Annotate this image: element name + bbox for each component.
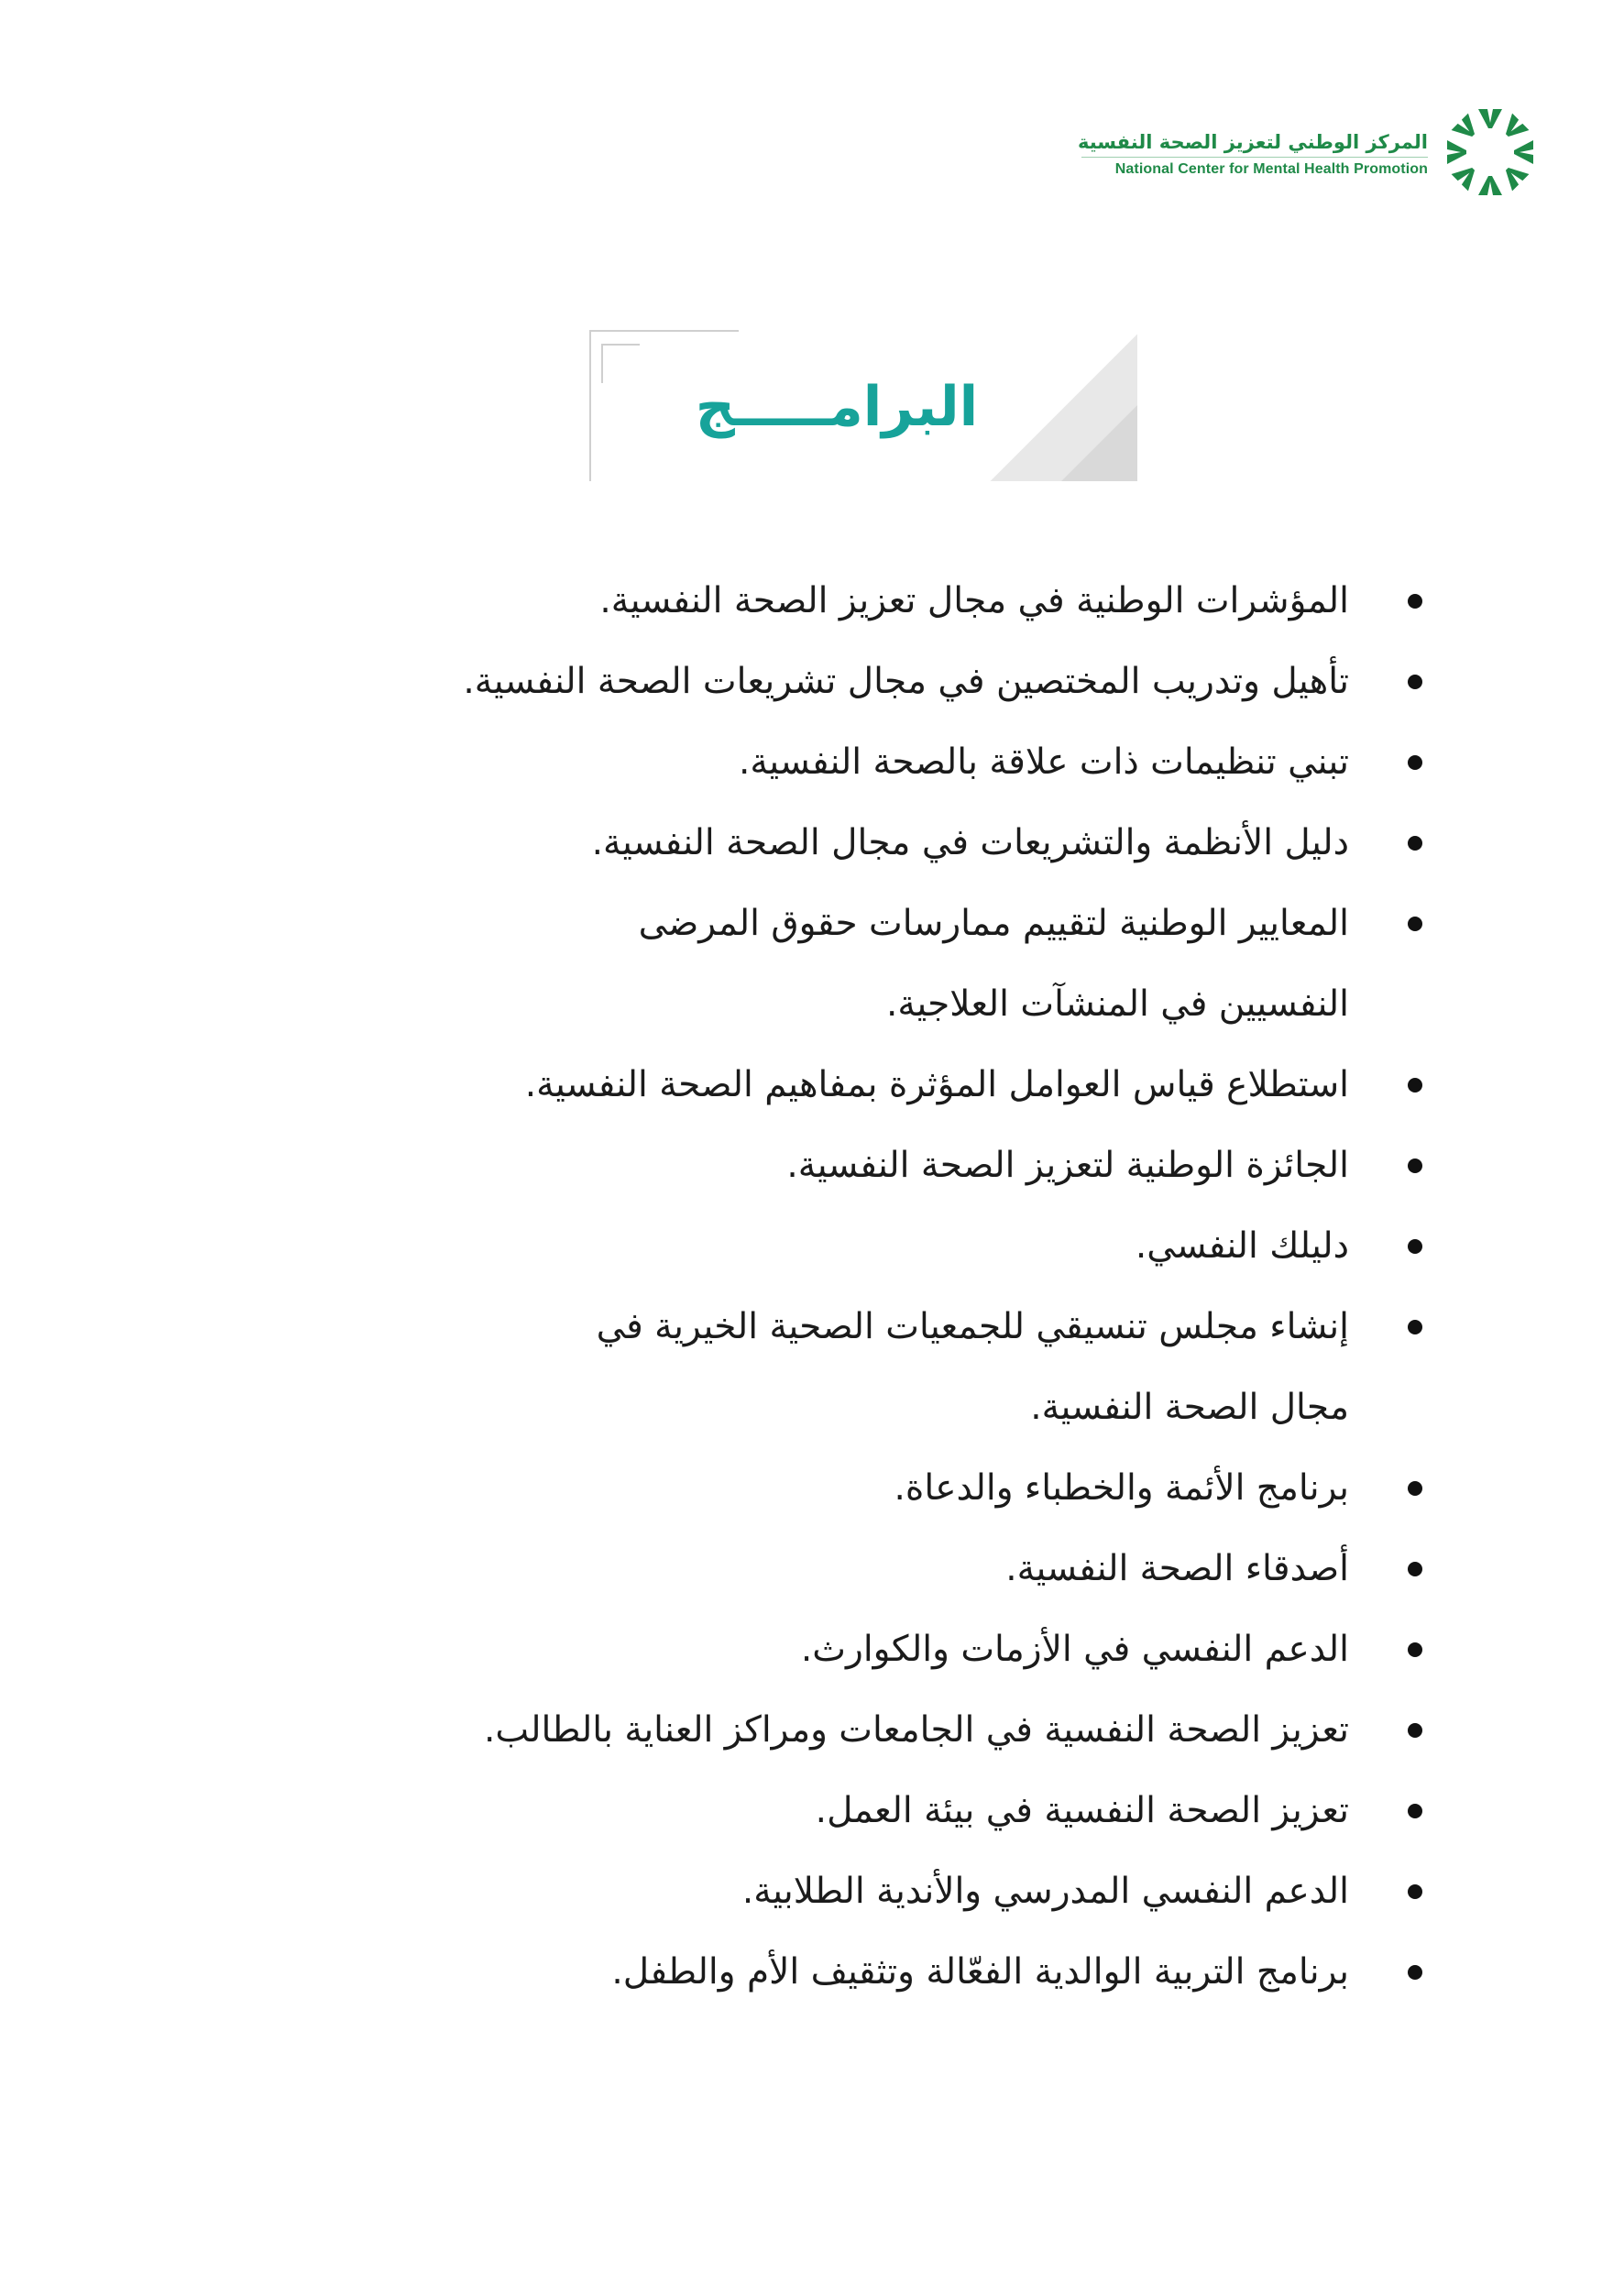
- list-item: [220, 1448, 1430, 1529]
- title-frame: [589, 330, 1144, 484]
- program-text: دليل الأنظمة والتشريعات في مجال الصحة النفسية.: [591, 822, 1349, 863]
- program-list: [220, 561, 1430, 2013]
- list-item: [220, 561, 1430, 642]
- program-text: أصدقاء الصحة النفسية.: [1005, 1548, 1349, 1589]
- program-text: المؤشرات الوطنية في مجال تعزيز الصحة النفسية.: [599, 580, 1349, 621]
- program-text: تعزيز الصحة النفسية في بيئة العمل.: [815, 1790, 1349, 1831]
- program-text: برنامج الأئمة والخطباء والدعاة.: [894, 1467, 1349, 1509]
- bullet-icon: [1408, 836, 1422, 851]
- program-text: المعايير الوطنية لتقييم ممارسات حقوق المرضى النفسيين في المنشآت العلاجية.: [638, 903, 1349, 1025]
- program-text: الدعم النفسي المدرسي والأندية الطلابية.: [741, 1871, 1349, 1912]
- bullet-icon: [1408, 1723, 1422, 1738]
- organization-name-english: National Center for Mental Health Promotion: [1114, 161, 1428, 177]
- program-text: الدعم النفسي في الأزمات والكوارث.: [800, 1629, 1349, 1670]
- bullet-icon: [1408, 1158, 1422, 1173]
- list-item: [220, 1851, 1430, 1932]
- bullet-icon: [1408, 594, 1422, 609]
- bullet-icon: [1408, 1320, 1422, 1334]
- bullet-icon: [1408, 1239, 1422, 1254]
- list-item: [220, 1206, 1430, 1287]
- program-text: دليلك النفسي.: [1135, 1225, 1349, 1267]
- logo-divider: [1081, 157, 1428, 158]
- program-text: تعزيز الصحة النفسية في الجامعات ومراكز العناية بالطالب.: [483, 1709, 1349, 1751]
- list-item: [220, 1771, 1430, 1851]
- program-text: تبني تنظيمات ذات علاقة بالصحة النفسية.: [738, 741, 1349, 783]
- star-burst-logo-icon: [1441, 103, 1540, 202]
- list-item: [220, 1609, 1430, 1690]
- list-item: [220, 1690, 1430, 1771]
- list-item: [220, 884, 1430, 1045]
- organization-name: [1077, 128, 1428, 181]
- bullet-icon: [1408, 1965, 1422, 1980]
- bullet-icon: [1408, 675, 1422, 689]
- page-title: البرامـــــج: [695, 375, 979, 439]
- bullet-icon: [1408, 1562, 1422, 1576]
- list-item: [220, 1932, 1430, 2013]
- list-item: [220, 1126, 1430, 1206]
- list-item: [220, 722, 1430, 803]
- organization-logo: [1077, 103, 1540, 213]
- bullet-icon: [1408, 1078, 1422, 1093]
- list-item: [220, 1287, 1430, 1448]
- program-text: استطلاع قياس العوامل المؤثرة بمفاهيم الصحة النفسية.: [524, 1064, 1349, 1105]
- bullet-icon: [1408, 1642, 1422, 1657]
- program-text: إنشاء مجلس تنسيقي للجمعيات الصحية الخيرية في مجال الصحة النفسية.: [596, 1306, 1349, 1428]
- list-item: [220, 803, 1430, 884]
- list-item: [220, 642, 1430, 722]
- program-text: برنامج التربية الوالدية الفعّالة وتثقيف الأم والطفل.: [611, 1951, 1349, 1993]
- program-text: الجائزة الوطنية لتعزيز الصحة النفسية.: [786, 1145, 1349, 1186]
- list-item: [220, 1045, 1430, 1126]
- bullet-icon: [1408, 1481, 1422, 1496]
- program-text: تأهيل وتدريب المختصين في مجال تشريعات الصحة النفسية.: [463, 661, 1349, 702]
- bullet-icon: [1408, 917, 1422, 931]
- bullet-icon: [1408, 1804, 1422, 1818]
- organization-name-arabic: المركز الوطني لتعزيز الصحة النفسية: [1077, 131, 1428, 153]
- bullet-icon: [1408, 755, 1422, 770]
- bullet-icon: [1408, 1884, 1422, 1899]
- list-item: [220, 1529, 1430, 1609]
